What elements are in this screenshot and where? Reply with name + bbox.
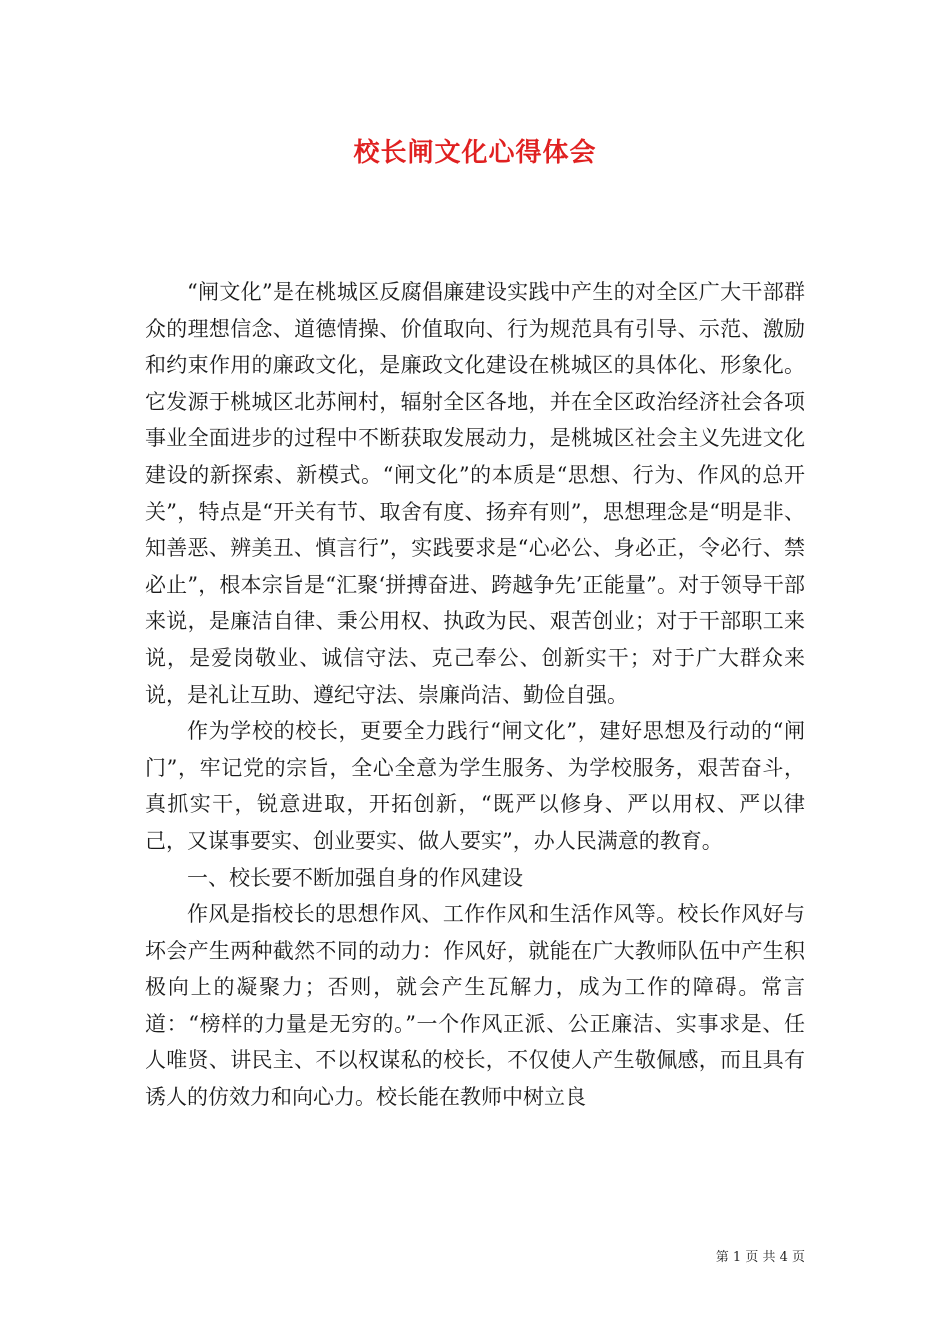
paragraph-principal-role: 作为学校的校长，更要全力践行“闸文化”，建好思想及行动的“闸门”，牢记党的宗旨，全心全意为学生服务、为学校服务，艰苦奋斗，真抓实干，锐意进取，开拓创新，“既严以修身、严以用权、严以律己，又谋事要实、创业要实、做人要实”，办人民满意的教育。 [145, 719, 805, 853]
page-number: 第 1 页 共 4 页 [715, 1250, 805, 1265]
paragraph-intro: “闸文化”是在桃城区反腐倡廉建设实践中产生的对全区广大干部群众的理想信念、道德情操、价值取向、行为规范具有引导、示范、激励和约束作用的廉政文化，是廉政文化建设在桃城区的具体化、形象化。它发源于桃城区北苏闸村，辐射全区各地，并在全区政治经济社会各项事业全面进步的过程中不断获取发展动力，是桃城区社会主义先进文化建设的新探索、新模式。“闸文化”的本质是“思想、行为、作风的总开关”，特点是“开关有节、取舍有度、扬弃有则”，思想理念是“明是非、知善恶、辨美丑、慎言行”，实践要求是“心必公、身必正，令必行、禁必止”，根本宗旨是“汇聚‘拼搏奋进、跨越争先’正能量”。对于领导干部来说，是廉洁自律、秉公用权、执政为民、艰苦创业；对于干部职工来说，是爱岗敬业、诚信守法、克己奉公、创新实干；对于广大群众来说，是礼让互助、遵纪守法、崇廉尚洁、勤俭自强。 [145, 280, 805, 707]
document-title: 校长闸文化心得体会 [353, 138, 597, 168]
section-heading-1: 一、校长要不断加强自身的作风建设 [187, 865, 523, 890]
paragraph-work-style: 作风是指校长的思想作风、工作作风和生活作风等。校长作风好与坏会产生两种截然不同的动力：作风好，就能在广大教师队伍中产生积极向上的凝聚力；否则，就会产生瓦解力，成为工作的障碍。常言道：“榜样的力量是无穷的。”一个作风正派、公正廉洁、实事求是、任人唯贤、讲民主、不以权谋私的校长，不仅使人产生敬佩感，而且具有诱人的仿效力和向心力。校长能在教师中树立良 [145, 902, 805, 1110]
document-body [145, 274, 805, 1116]
